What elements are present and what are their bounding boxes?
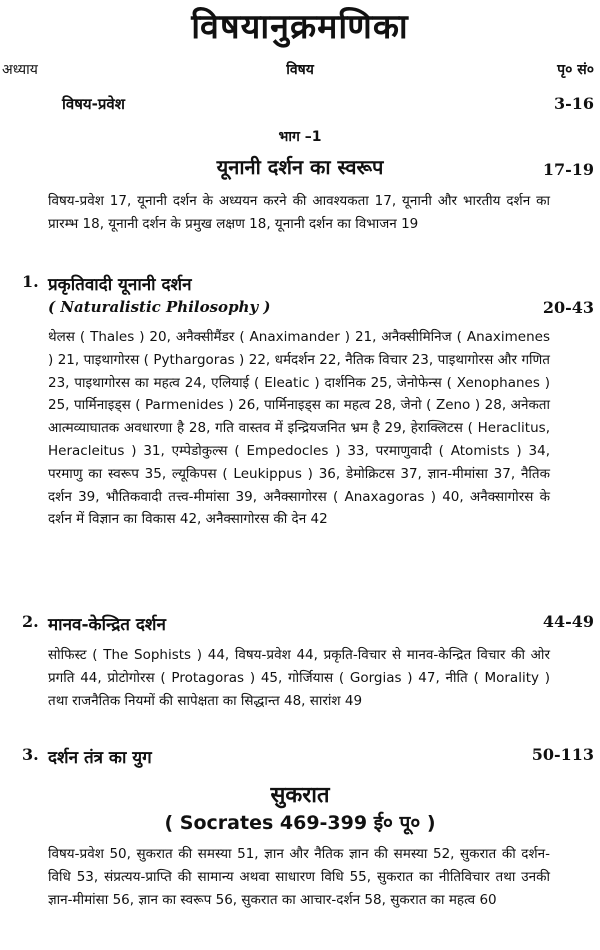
section1-description: विषय-प्रवेश 17, यूनानी दर्शन के अध्ययन करने की आवश्यकता 17, यूनानी और भारतीय दर्शन का प्रारम्भ 18, यूनानी दर्शन के प्रमुख लक्षण 18, यूनानी दर्शन का विभाजन 19 <box>48 193 550 232</box>
chapter-2-title: मानव-केन्द्रित दर्शन <box>48 615 166 635</box>
socrates-description: विषय-प्रवेश 50, सुकरात की समस्या 51, ज्ञान और नैतिक ज्ञान की समस्या 52, सुकरात की दर्शन-विधि 53, संप्रत्यय-प्राप्ति की सामान्य अथवा साधारण विधि 55, सुकरात का नीतिविचार तथा उनकी ज्ञान-मीमांसा 56, ज्ञान का स्वरूप 56, सुकरात का आचार-दर्शन 58, सुकरात का महत्व 60 <box>48 846 550 908</box>
chapter-1-description: थेलस ( Thales ) 20, अनैक्सीमैंडर ( Anaximander ) 21, अनैक्सीमिनिज ( Anaximenes ) 21, पाइथागोरस ( Pythargoras ) 22, धर्मदर्शन 22, नैतिक विचार 23, पाइथागोरस और गणित 23, पाइथागोरस का महत्व 24, एलियाई ( Eleatic ) दार्शनिक 25, जेनोफेन्स ( Xenophanes ) 25, पार्मिनाइड्स ( Parmenides ) 26, पार्मिनाइड्स का महत्व 28, जेनो ( Zeno ) 28, अनेकता आत्मव्याघातक अवधारणा है 28, गति वास्तव में इन्द्रियजनित भ्रम है 29, हेराक्लिटस ( Heraclitus, Heracleitus ) 31, एम्पेडोकुल्स ( Empedocles ) 33, परमाणुवादी ( Atomists ) 34, परमाणु का स्वरूप 35, ल्यूकिपस ( Leukippus ) 36, डेमोक्रिटस 37, ज्ञान-मीमांसा 37, नैतिक दर्शन 39, भौतिकवादी तत्त्व-मीमांसा 39, अनैक्सागोरस ( Anaxagoras ) 40, अनैक्सागोरस के दर्शन में विज्ञान का विकास 42, अनैक्सागोरस की देन 42 <box>48 329 550 528</box>
header-subject: विषय <box>286 62 314 78</box>
chapter-3-number: 3. <box>22 745 39 764</box>
chapter-2-pages: 44-49 <box>542 612 594 631</box>
intro-label: विषय-प्रवेश <box>62 95 125 113</box>
chapter-3-pages: 50-113 <box>531 745 594 764</box>
chapter-3-title: दर्शन तंत्र का युग <box>48 748 152 768</box>
chapter-1-title: प्रकृतिवादी यूनानी दर्शन <box>48 275 192 295</box>
chapter-2-description: सोफिस्ट ( The Sophists ) 44, विषय-प्रवेश 44, प्रकृति-विचार से मानव-केन्द्रित विचार की ओर प्रगति 44, प्रोटोगोरस ( Protagoras ) 45, गोर्जियास ( Gorgias ) 47, नीति ( Morality ) तथा राजनैतिक नियमों की सापेक्षता का सिद्धान्त 48, सारांश 49 <box>48 647 550 709</box>
chapter-2-number: 2. <box>22 612 39 631</box>
socrates-title: सुकरात <box>270 783 330 808</box>
header-chapter: अध्याय <box>2 62 38 78</box>
section1-title: यूनानी दर्शन का स्वरूप <box>216 155 384 179</box>
section1-pages: 17-19 <box>542 160 594 179</box>
intro-pages: 3-16 <box>553 94 594 113</box>
chapter-1-subtitle: ( Naturalistic Philosophy ) <box>48 298 271 316</box>
page-title: विषयानुक्रमणिका <box>191 7 409 47</box>
part-label: भाग –1 <box>278 129 322 145</box>
chapter-1-number: 1. <box>22 272 39 291</box>
socrates-subtitle: ( Socrates 469-399 ई० पू० ) <box>164 812 436 834</box>
chapter-1-pages: 20-43 <box>542 298 594 317</box>
header-page: पृ० सं० <box>557 62 594 78</box>
